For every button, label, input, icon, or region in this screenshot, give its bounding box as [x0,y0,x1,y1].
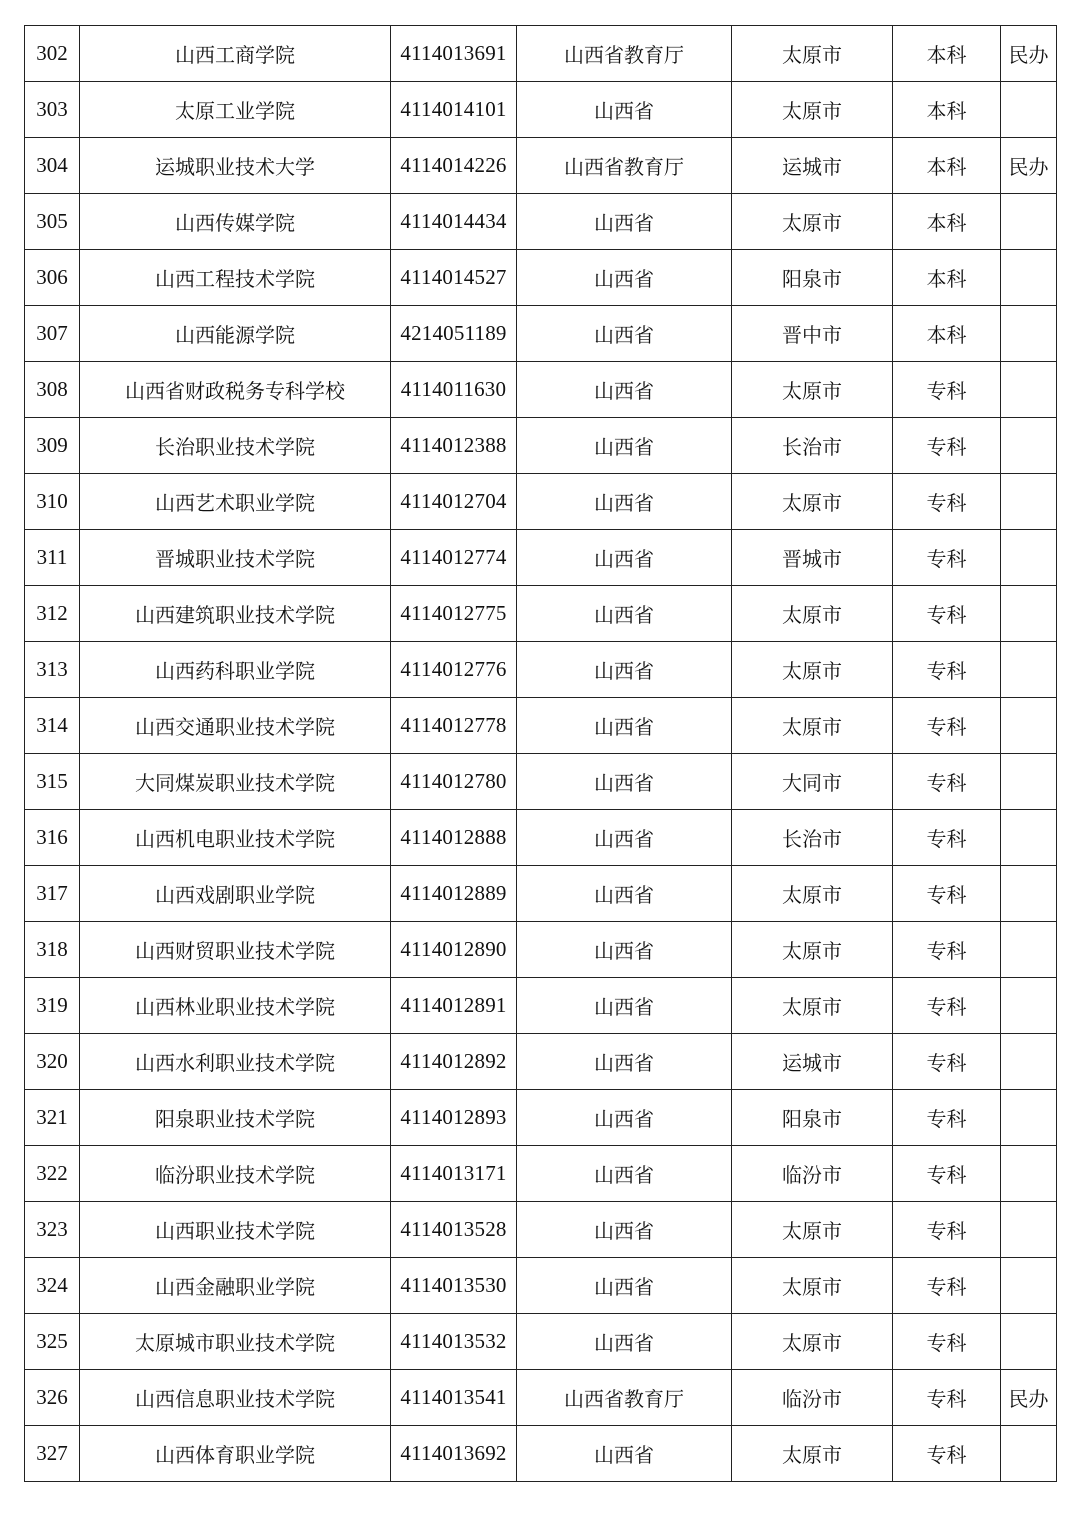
school-code-cell: 4114012776 [391,642,517,698]
note-cell [1001,1426,1057,1482]
school-code-cell: 4114013692 [391,1426,517,1482]
authority-cell: 山西省 [517,866,732,922]
row-number-cell: 318 [25,922,80,978]
authority-cell: 山西省 [517,194,732,250]
note-cell [1001,586,1057,642]
row-number-cell: 324 [25,1258,80,1314]
school-name-cell: 山西戏剧职业学院 [80,866,391,922]
city-cell: 大同市 [732,754,893,810]
table-row [25,922,1057,978]
school-name-cell: 山西艺术职业学院 [80,474,391,530]
authority-cell: 山西省 [517,586,732,642]
school-code-cell: 4114013528 [391,1202,517,1258]
note-cell [1001,82,1057,138]
institution-table-container [24,25,1056,1482]
school-code-cell: 4114013532 [391,1314,517,1370]
row-number-cell: 313 [25,642,80,698]
table-row [25,698,1057,754]
level-cell: 专科 [893,1034,1001,1090]
school-code-cell: 4114012780 [391,754,517,810]
city-cell: 临汾市 [732,1370,893,1426]
school-code-cell: 4114012704 [391,474,517,530]
row-number-cell: 319 [25,978,80,1034]
level-cell: 专科 [893,1370,1001,1426]
level-cell: 专科 [893,362,1001,418]
note-cell [1001,642,1057,698]
level-cell: 专科 [893,978,1001,1034]
level-cell: 专科 [893,1426,1001,1482]
school-name-cell: 临汾职业技术学院 [80,1146,391,1202]
authority-cell: 山西省 [517,810,732,866]
city-cell: 长治市 [732,810,893,866]
city-cell: 晋中市 [732,306,893,362]
note-cell [1001,978,1057,1034]
level-cell: 本科 [893,138,1001,194]
row-number-cell: 322 [25,1146,80,1202]
authority-cell: 山西省 [517,1146,732,1202]
note-cell [1001,698,1057,754]
city-cell: 临汾市 [732,1146,893,1202]
school-code-cell: 4114012893 [391,1090,517,1146]
authority-cell: 山西省教育厅 [517,1370,732,1426]
level-cell: 专科 [893,698,1001,754]
table-row [25,418,1057,474]
row-number-cell: 305 [25,194,80,250]
note-cell [1001,1314,1057,1370]
authority-cell: 山西省 [517,642,732,698]
school-code-cell: 4114012890 [391,922,517,978]
school-name-cell: 山西工程技术学院 [80,250,391,306]
table-row [25,138,1057,194]
level-cell: 专科 [893,1258,1001,1314]
school-name-cell: 长治职业技术学院 [80,418,391,474]
row-number-cell: 303 [25,82,80,138]
level-cell: 专科 [893,866,1001,922]
table-row [25,82,1057,138]
authority-cell: 山西省 [517,306,732,362]
school-code-cell: 4114013530 [391,1258,517,1314]
note-cell: 民办 [1001,26,1057,82]
table-row [25,250,1057,306]
table-row [25,1426,1057,1482]
city-cell: 太原市 [732,922,893,978]
table-row [25,1090,1057,1146]
level-cell: 专科 [893,1146,1001,1202]
school-code-cell: 4114012889 [391,866,517,922]
authority-cell: 山西省 [517,1426,732,1482]
city-cell: 太原市 [732,82,893,138]
table-row [25,474,1057,530]
school-name-cell: 山西传媒学院 [80,194,391,250]
row-number-cell: 308 [25,362,80,418]
note-cell [1001,922,1057,978]
level-cell: 专科 [893,418,1001,474]
note-cell [1001,1090,1057,1146]
school-name-cell: 晋城职业技术学院 [80,530,391,586]
level-cell: 专科 [893,810,1001,866]
level-cell: 本科 [893,250,1001,306]
level-cell: 专科 [893,530,1001,586]
row-number-cell: 304 [25,138,80,194]
table-row [25,1202,1057,1258]
table-row [25,1034,1057,1090]
school-name-cell: 山西职业技术学院 [80,1202,391,1258]
school-name-cell: 阳泉职业技术学院 [80,1090,391,1146]
note-cell [1001,810,1057,866]
note-cell: 民办 [1001,138,1057,194]
table-row [25,1314,1057,1370]
school-code-cell: 4214051189 [391,306,517,362]
row-number-cell: 311 [25,530,80,586]
level-cell: 专科 [893,754,1001,810]
row-number-cell: 302 [25,26,80,82]
row-number-cell: 320 [25,1034,80,1090]
note-cell [1001,1146,1057,1202]
city-cell: 太原市 [732,1314,893,1370]
row-number-cell: 325 [25,1314,80,1370]
school-name-cell: 山西能源学院 [80,306,391,362]
note-cell [1001,866,1057,922]
school-code-cell: 4114014527 [391,250,517,306]
table-row [25,754,1057,810]
school-name-cell: 山西体育职业学院 [80,1426,391,1482]
level-cell: 本科 [893,82,1001,138]
table-row [25,866,1057,922]
level-cell: 专科 [893,922,1001,978]
note-cell [1001,530,1057,586]
row-number-cell: 310 [25,474,80,530]
authority-cell: 山西省 [517,922,732,978]
note-cell [1001,754,1057,810]
authority-cell: 山西省 [517,698,732,754]
school-name-cell: 山西金融职业学院 [80,1258,391,1314]
school-name-cell: 太原城市职业技术学院 [80,1314,391,1370]
authority-cell: 山西省 [517,1090,732,1146]
school-name-cell: 山西交通职业技术学院 [80,698,391,754]
table-row [25,978,1057,1034]
table-row [25,1146,1057,1202]
level-cell: 专科 [893,1314,1001,1370]
note-cell [1001,306,1057,362]
table-row [25,26,1057,82]
table-row [25,642,1057,698]
note-cell [1001,250,1057,306]
level-cell: 专科 [893,586,1001,642]
row-number-cell: 317 [25,866,80,922]
row-number-cell: 323 [25,1202,80,1258]
authority-cell: 山西省教育厅 [517,138,732,194]
row-number-cell: 326 [25,1370,80,1426]
city-cell: 太原市 [732,586,893,642]
city-cell: 太原市 [732,362,893,418]
city-cell: 运城市 [732,1034,893,1090]
table-row [25,1258,1057,1314]
row-number-cell: 309 [25,418,80,474]
authority-cell: 山西省教育厅 [517,26,732,82]
row-number-cell: 321 [25,1090,80,1146]
school-code-cell: 4114013171 [391,1146,517,1202]
note-cell [1001,1258,1057,1314]
level-cell: 本科 [893,194,1001,250]
table-row [25,810,1057,866]
school-name-cell: 山西建筑职业技术学院 [80,586,391,642]
city-cell: 太原市 [732,1426,893,1482]
table-row [25,530,1057,586]
authority-cell: 山西省 [517,250,732,306]
note-cell [1001,194,1057,250]
level-cell: 专科 [893,1202,1001,1258]
note-cell [1001,418,1057,474]
level-cell: 专科 [893,642,1001,698]
note-cell [1001,474,1057,530]
city-cell: 太原市 [732,194,893,250]
city-cell: 晋城市 [732,530,893,586]
table-row [25,362,1057,418]
school-name-cell: 山西省财政税务专科学校 [80,362,391,418]
school-name-cell: 山西林业职业技术学院 [80,978,391,1034]
school-name-cell: 山西水利职业技术学院 [80,1034,391,1090]
city-cell: 阳泉市 [732,250,893,306]
school-name-cell: 太原工业学院 [80,82,391,138]
note-cell [1001,1202,1057,1258]
school-code-cell: 4114012778 [391,698,517,754]
school-name-cell: 运城职业技术大学 [80,138,391,194]
city-cell: 运城市 [732,138,893,194]
city-cell: 太原市 [732,1258,893,1314]
city-cell: 太原市 [732,698,893,754]
row-number-cell: 312 [25,586,80,642]
note-cell [1001,1034,1057,1090]
authority-cell: 山西省 [517,1314,732,1370]
school-name-cell: 山西信息职业技术学院 [80,1370,391,1426]
table-row [25,586,1057,642]
school-code-cell: 4114014434 [391,194,517,250]
table-row [25,1370,1057,1426]
school-name-cell: 山西财贸职业技术学院 [80,922,391,978]
table-row [25,306,1057,362]
school-code-cell: 4114013691 [391,26,517,82]
authority-cell: 山西省 [517,1034,732,1090]
level-cell: 专科 [893,1090,1001,1146]
authority-cell: 山西省 [517,362,732,418]
authority-cell: 山西省 [517,418,732,474]
city-cell: 长治市 [732,418,893,474]
institution-table [24,25,1057,1482]
school-code-cell: 4114011630 [391,362,517,418]
level-cell: 专科 [893,474,1001,530]
note-cell [1001,362,1057,418]
row-number-cell: 306 [25,250,80,306]
school-code-cell: 4114014101 [391,82,517,138]
authority-cell: 山西省 [517,82,732,138]
authority-cell: 山西省 [517,474,732,530]
school-code-cell: 4114012892 [391,1034,517,1090]
authority-cell: 山西省 [517,978,732,1034]
authority-cell: 山西省 [517,754,732,810]
city-cell: 太原市 [732,978,893,1034]
table-body [25,26,1057,1482]
authority-cell: 山西省 [517,1202,732,1258]
school-name-cell: 大同煤炭职业技术学院 [80,754,391,810]
school-code-cell: 4114014226 [391,138,517,194]
city-cell: 太原市 [732,474,893,530]
note-cell: 民办 [1001,1370,1057,1426]
row-number-cell: 314 [25,698,80,754]
school-code-cell: 4114012774 [391,530,517,586]
authority-cell: 山西省 [517,1258,732,1314]
school-name-cell: 山西药科职业学院 [80,642,391,698]
school-code-cell: 4114013541 [391,1370,517,1426]
school-code-cell: 4114012891 [391,978,517,1034]
row-number-cell: 316 [25,810,80,866]
city-cell: 太原市 [732,26,893,82]
table-row [25,194,1057,250]
school-code-cell: 4114012888 [391,810,517,866]
school-code-cell: 4114012388 [391,418,517,474]
row-number-cell: 307 [25,306,80,362]
level-cell: 本科 [893,306,1001,362]
row-number-cell: 327 [25,1426,80,1482]
school-name-cell: 山西工商学院 [80,26,391,82]
level-cell: 本科 [893,26,1001,82]
city-cell: 太原市 [732,866,893,922]
city-cell: 太原市 [732,1202,893,1258]
authority-cell: 山西省 [517,530,732,586]
school-code-cell: 4114012775 [391,586,517,642]
city-cell: 阳泉市 [732,1090,893,1146]
school-name-cell: 山西机电职业技术学院 [80,810,391,866]
city-cell: 太原市 [732,642,893,698]
row-number-cell: 315 [25,754,80,810]
